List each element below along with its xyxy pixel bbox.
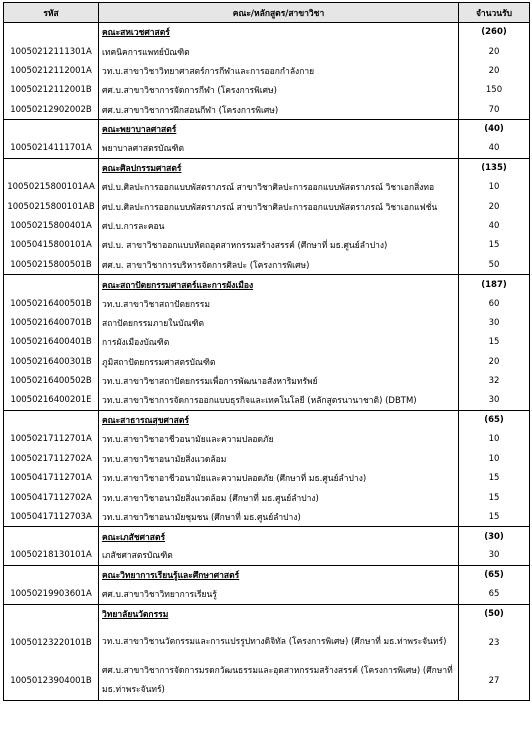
program-quota: 20 — [459, 352, 530, 371]
program-row — [4, 294, 530, 313]
faculty-name: คณะสถาปัตยกรรมศาสตร์และการผังเมือง — [99, 275, 459, 294]
faculty-total: (40) — [459, 119, 530, 138]
program-row — [4, 507, 530, 526]
faculty-code-cell — [4, 410, 99, 429]
header-name: คณะ/หลักสูตร/สาขาวิชา — [99, 3, 459, 23]
program-row — [4, 100, 530, 119]
faculty-code-cell — [4, 527, 99, 546]
program-row — [4, 216, 530, 235]
program-quota: 60 — [459, 294, 530, 313]
program-quota: 20 — [459, 61, 530, 80]
faculty-total: (65) — [459, 410, 530, 429]
program-row — [4, 197, 530, 216]
program-name: ศป.บ.การละคอน — [99, 216, 459, 235]
program-row — [4, 546, 530, 565]
program-row — [4, 255, 530, 274]
program-row — [4, 333, 530, 352]
admission-table — [3, 2, 530, 701]
faculty-row — [4, 23, 530, 42]
program-quota: 40 — [459, 216, 530, 235]
program-name: ภูมิสถาปัตยกรรมศาสตรบัณฑิต — [99, 352, 459, 371]
program-row — [4, 372, 530, 391]
program-code: 10050215800101AA — [4, 178, 99, 197]
program-name: เภสัชศาสตรบัณฑิต — [99, 546, 459, 565]
faculty-name: คณะสาธารณสุขศาสตร์ — [99, 410, 459, 429]
program-quota: 10 — [459, 430, 530, 449]
faculty-total: (65) — [459, 565, 530, 584]
program-code: 10050216400201E — [4, 391, 99, 410]
faculty-code-cell — [4, 565, 99, 584]
program-code: 10050123904001B — [4, 662, 99, 701]
program-quota: 15 — [459, 488, 530, 507]
table-body — [4, 23, 530, 701]
program-code: 10050212112001A — [4, 61, 99, 80]
faculty-row — [4, 119, 530, 138]
program-row — [4, 391, 530, 410]
program-name: วท.บ.สาขาวิชาอนามัยสิ่งแวดล้อม (ศึกษาที่ มธ.ศูนย์ลำปาง) — [99, 488, 459, 507]
program-name: ศศ.บ.สาขาวิชาการฝึกสอนกีฬา (โครงการพิเศษ) — [99, 100, 459, 119]
program-name: ศศ.บ.สาขาวิชาการจัดการมรดกวัฒนธรรมและอุตสาหกรรมสร้างสรรค์ (โครงการพิเศษ) (ศึกษาที่ มธ.ท่าพระจันทร์) — [99, 662, 459, 701]
program-row — [4, 488, 530, 507]
faculty-name: คณะพยาบาลศาสตร์ — [99, 119, 459, 138]
program-code: 10050216400501B — [4, 294, 99, 313]
program-row — [4, 313, 530, 332]
faculty-name: คณะสหเวชศาสตร์ — [99, 23, 459, 42]
program-row — [4, 61, 530, 80]
program-code: 10050217112701A — [4, 430, 99, 449]
program-name: วท.บ.สาขาวิชาการจัดการออกแบบธุรกิจและเทคโนโลยี (หลักสูตรนานาชาติ) (DBTM) — [99, 391, 459, 410]
program-quota: 40 — [459, 139, 530, 158]
program-name: วท.บ.สาขาวิชานวัตกรรมและการแปรรูปทางดิจิทัล (โครงการพิเศษ) (ศึกษาที่ มธ.ท่าพระจันทร์) — [99, 624, 459, 662]
program-quota: 150 — [459, 81, 530, 100]
program-code: 10050212111301A — [4, 42, 99, 61]
program-code: 10050216400701B — [4, 313, 99, 332]
faculty-row — [4, 410, 530, 429]
program-name: ศศ.บ. สาขาวิชาการบริหารจัดการศิลปะ (โครงการพิเศษ) — [99, 255, 459, 274]
program-name: ศศ.บ.สาขาวิชาวิทยาการเรียนรู้ — [99, 585, 459, 604]
program-row — [4, 178, 530, 197]
program-quota: 15 — [459, 236, 530, 255]
program-quota: 15 — [459, 333, 530, 352]
faculty-row — [4, 604, 530, 623]
program-name: ศศ.บ.สาขาวิชาการจัดการกีฬา (โครงการพิเศษ) — [99, 81, 459, 100]
program-name: สถาปัตยกรรมภายในบัณฑิต — [99, 313, 459, 332]
faculty-row — [4, 527, 530, 546]
faculty-code-cell — [4, 275, 99, 294]
program-code: 10050417112701A — [4, 468, 99, 487]
program-quota: 32 — [459, 372, 530, 391]
program-code: 10050123220101B — [4, 624, 99, 662]
program-code: 10050212902002B — [4, 100, 99, 119]
faculty-total: (187) — [459, 275, 530, 294]
program-code: 10050216400301B — [4, 352, 99, 371]
program-code: 10050215800401A — [4, 216, 99, 235]
faculty-total: (135) — [459, 158, 530, 177]
program-code: 10050417112703A — [4, 507, 99, 526]
program-code: 10050216400401B — [4, 333, 99, 352]
program-row — [4, 81, 530, 100]
program-code: 10050215800501B — [4, 255, 99, 274]
program-row — [4, 662, 530, 701]
program-quota: 10 — [459, 178, 530, 197]
program-name: วท.บ.สาขาวิชาวิทยาศาสตร์การกีฬาและการออกกำลังกาย — [99, 61, 459, 80]
program-quota: 70 — [459, 100, 530, 119]
program-quota: 50 — [459, 255, 530, 274]
faculty-code-cell — [4, 604, 99, 623]
program-name: การผังเมืองบัณฑิต — [99, 333, 459, 352]
program-code: 10050415800101A — [4, 236, 99, 255]
program-quota: 20 — [459, 42, 530, 61]
program-quota: 27 — [459, 662, 530, 701]
program-row — [4, 139, 530, 158]
program-name: วท.บ.สาขาวิชาอาชีวอนามัยและความปลอดภัย — [99, 430, 459, 449]
program-name: ศป.บ.ศิลปะการออกแบบพัสตราภรณ์ สาขาวิชาศิลปะการออกแบบพัสตราภรณ์ วิชาเอกสิ่งทอ — [99, 178, 459, 197]
program-code: 10050216400502B — [4, 372, 99, 391]
faculty-row — [4, 158, 530, 177]
faculty-code-cell — [4, 119, 99, 138]
program-code: 10050214111701A — [4, 139, 99, 158]
faculty-row — [4, 275, 530, 294]
program-name: ศป.บ. สาขาวิชาออกแบบหัตถอุตสาหกรรมสร้างสรรค์ (ศึกษาที่ มธ.ศูนย์ลำปาง) — [99, 236, 459, 255]
program-quota: 30 — [459, 546, 530, 565]
program-quota: 30 — [459, 391, 530, 410]
faculty-name: คณะเภสัชศาสตร์ — [99, 527, 459, 546]
program-row — [4, 624, 530, 662]
faculty-row — [4, 565, 530, 584]
program-quota: 65 — [459, 585, 530, 604]
program-code: 10050218130101A — [4, 546, 99, 565]
program-name: ศป.บ.ศิลปะการออกแบบพัสตราภรณ์ สาขาวิชาศิลปะการออกแบบพัสตราภรณ์ วิชาเอกแฟชั่น — [99, 197, 459, 216]
program-row — [4, 449, 530, 468]
faculty-total: (50) — [459, 604, 530, 623]
program-quota: 15 — [459, 468, 530, 487]
program-quota: 20 — [459, 197, 530, 216]
header-quota: จำนวนรับ — [459, 3, 530, 23]
program-name: วท.บ.สาขาวิชาอนามัยชุมชน (ศึกษาที่ มธ.ศูนย์ลำปาง) — [99, 507, 459, 526]
header-code: รหัส — [4, 3, 99, 23]
program-name: พยาบาลศาสตรบัณฑิต — [99, 139, 459, 158]
faculty-code-cell — [4, 23, 99, 42]
faculty-total: (260) — [459, 23, 530, 42]
table-header-row — [4, 3, 530, 23]
program-name: วท.บ.สาขาวิชาอนามัยสิ่งแวดล้อม — [99, 449, 459, 468]
program-code: 10050219903601A — [4, 585, 99, 604]
program-code: 10050217112702A — [4, 449, 99, 468]
program-quota: 15 — [459, 507, 530, 526]
program-name: วท.บ.สาขาวิชาสถาปัตยกรรม — [99, 294, 459, 313]
program-name: วท.บ.สาขาวิชาอาชีวอนามัยและความปลอดภัย (ศึกษาที่ มธ.ศูนย์ลำปาง) — [99, 468, 459, 487]
program-name: วท.บ.สาขาวิชาสถาปัตยกรรมเพื่อการพัฒนาอสังหาริมทรัพย์ — [99, 372, 459, 391]
faculty-name: คณะวิทยาการเรียนรู้และศึกษาศาสตร์ — [99, 565, 459, 584]
program-name: เทคนิคการแพทย์บัณฑิต — [99, 42, 459, 61]
program-row — [4, 352, 530, 371]
program-code: 10050212112001B — [4, 81, 99, 100]
program-row — [4, 42, 530, 61]
program-code: 10050417112702A — [4, 488, 99, 507]
program-code: 10050215800101AB — [4, 197, 99, 216]
faculty-total: (30) — [459, 527, 530, 546]
faculty-code-cell — [4, 158, 99, 177]
faculty-name: คณะศิลปกรรมศาสตร์ — [99, 158, 459, 177]
program-row — [4, 585, 530, 604]
faculty-name: วิทยาลัยนวัตกรรม — [99, 604, 459, 623]
program-quota: 23 — [459, 624, 530, 662]
program-quota: 10 — [459, 449, 530, 468]
program-row — [4, 430, 530, 449]
program-row — [4, 468, 530, 487]
program-quota: 30 — [459, 313, 530, 332]
program-row — [4, 236, 530, 255]
